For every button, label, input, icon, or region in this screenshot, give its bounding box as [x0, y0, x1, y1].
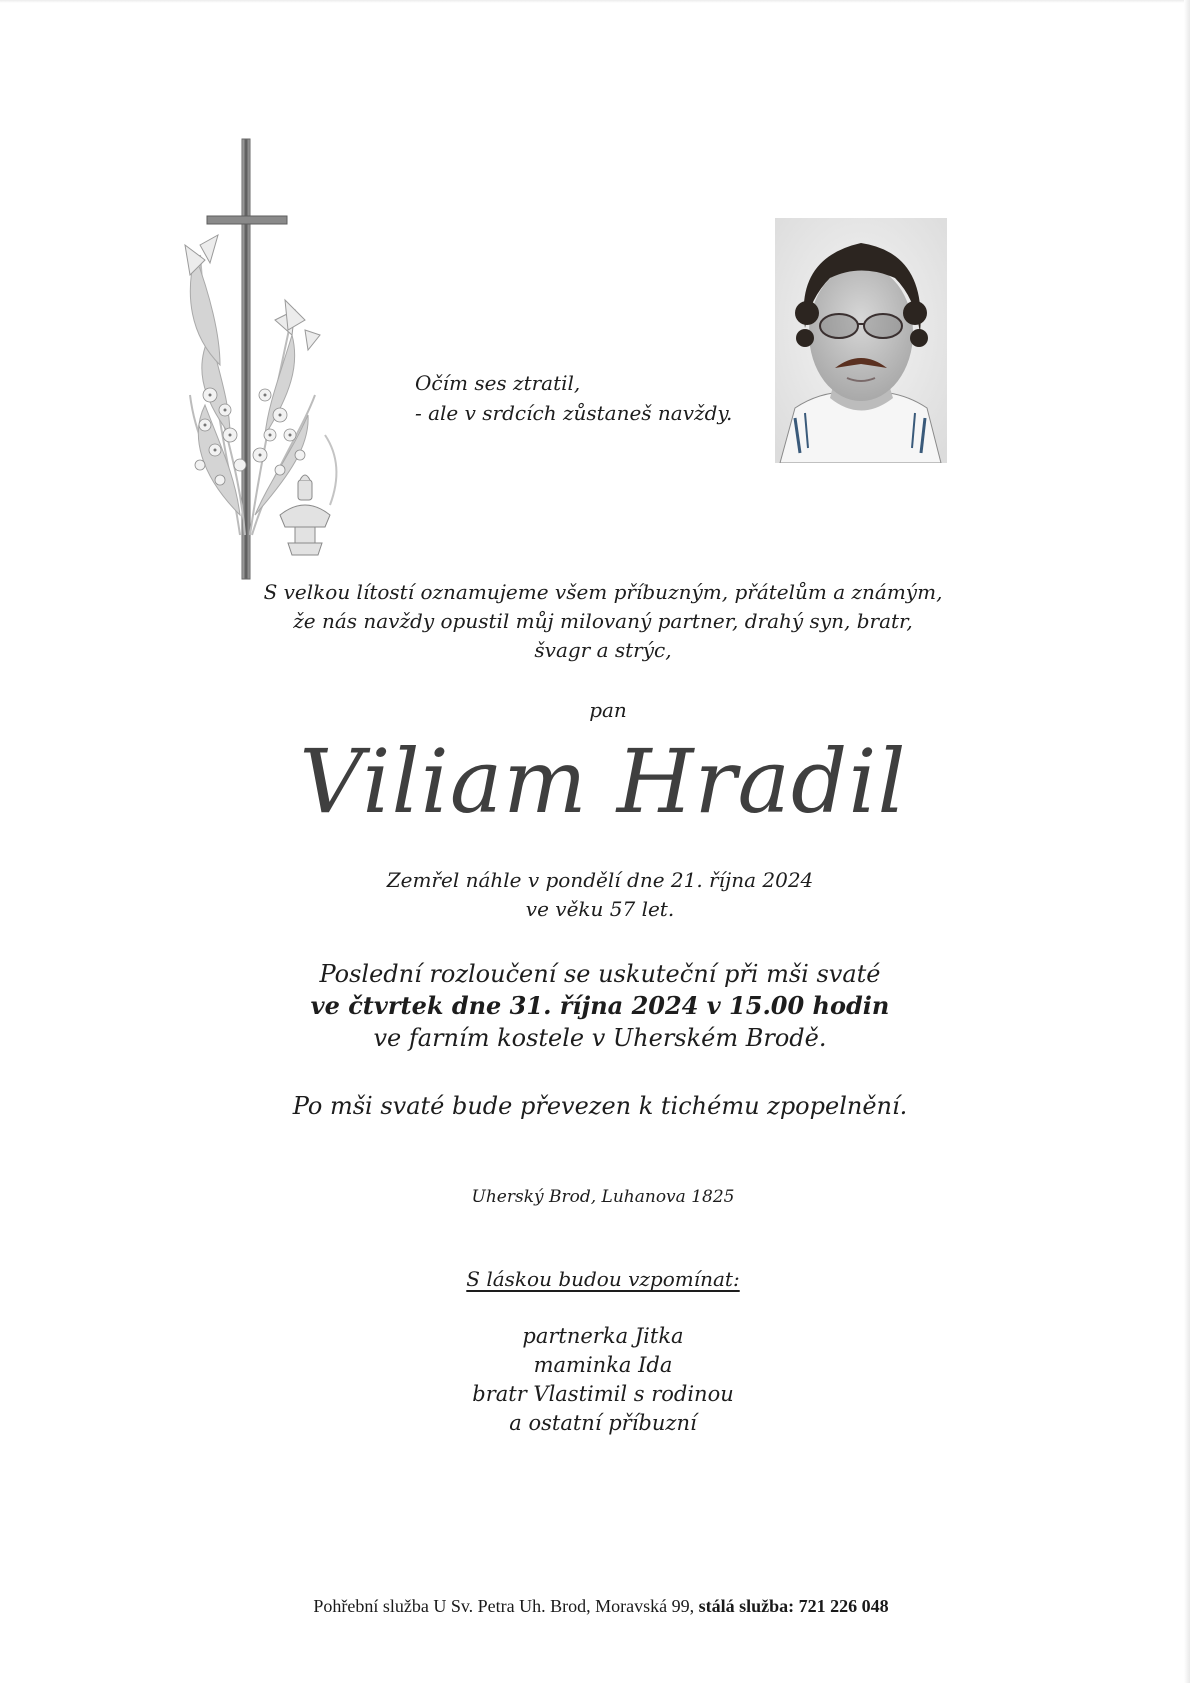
funeral-date-time: ve čtvrtek dne 31. října 2024 v 15.00 hodin: [310, 991, 890, 1020]
mourner-item: a ostatní příbuzní: [509, 1411, 697, 1435]
portrait-photo: [775, 218, 947, 463]
announcement-line-1: S velkou lítostí oznamujeme všem příbuzným, přátelům a známým,: [263, 580, 943, 604]
funeral-line-3: ve farním kostele v Uherském Brodě.: [373, 1024, 827, 1052]
footer-company: Pohřební služba U Sv. Petra Uh. Brod, Moravská 99,: [313, 1596, 695, 1616]
announcement-line-2: že nás navždy opustil můj milovaný partner, drahý syn, bratr,: [293, 609, 913, 633]
mourners-heading: S láskou budou vzpomínat:: [466, 1267, 740, 1291]
announcement: [8, 578, 1190, 665]
deceased-name: Viliam Hradil: [299, 730, 907, 833]
mourner-item: maminka Ida: [533, 1353, 673, 1377]
address: Uherský Brod, Luhanova 1825: [471, 1187, 735, 1207]
mourner-item: partnerka Jitka: [522, 1324, 684, 1348]
announcement-line-3: švagr a strýc,: [534, 638, 672, 662]
mourner-item: bratr Vlastimil s rodinou: [472, 1382, 734, 1406]
footer-phone: 721 226 048: [798, 1596, 889, 1616]
funeral-service-footer: [6, 1594, 1190, 1618]
motto-line-1: Očím ses ztratil,: [415, 371, 581, 395]
cremation-note: Po mši svaté bude převezen k tichému zpopelnění.: [292, 1092, 908, 1120]
scan-top-edge: [0, 0, 1190, 3]
funeral-line-1: Poslední rozloučení se uskuteční při mši svaté: [319, 960, 881, 988]
cross-with-lilies-icon: [180, 135, 370, 585]
death-line-2: ve věku 57 let.: [525, 897, 675, 921]
mourners-list: [8, 1322, 1190, 1438]
footer-service-label: stálá služba:: [698, 1596, 795, 1616]
death-line-1: Zemřel náhle v pondělí dne 21. října 2024: [386, 868, 814, 892]
funeral-info: [5, 958, 1190, 1054]
salutation: pan: [589, 698, 627, 722]
death-info: [5, 866, 1190, 924]
motto: [415, 368, 735, 428]
mourners-heading-wrap: [8, 1265, 1190, 1293]
motto-line-2: - ale v srdcích zůstaneš navždy.: [415, 401, 733, 425]
